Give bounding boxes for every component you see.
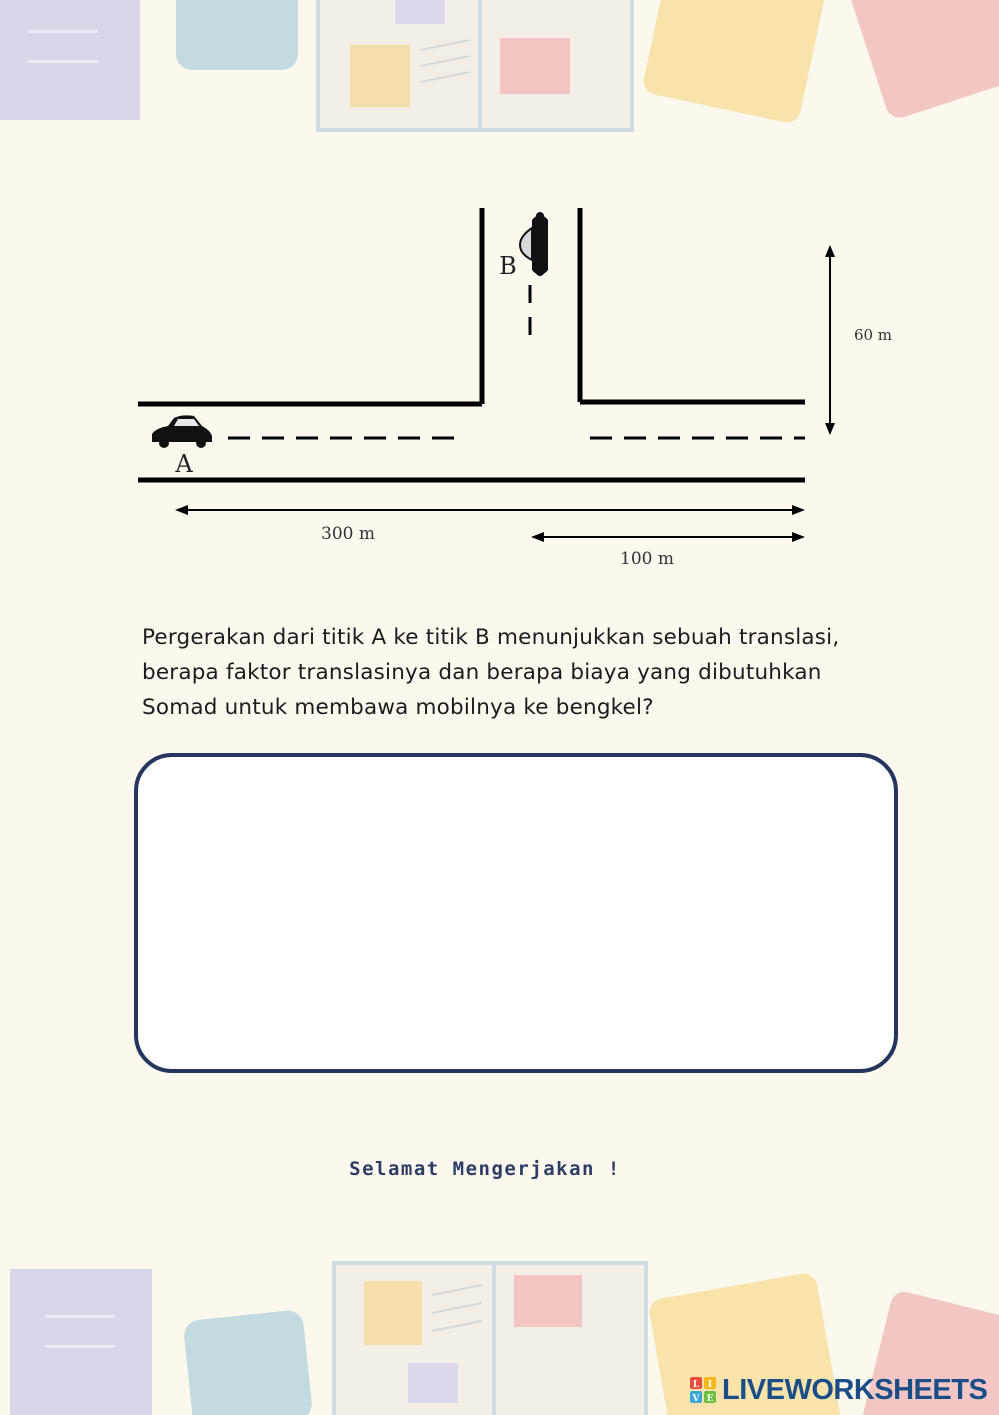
decorative-books-top [0,0,999,140]
svg-text:L: L [692,1380,700,1390]
dimension-60m-arrow [825,245,835,435]
dimension-300m-arrow [175,505,805,515]
dimension-100m-arrow [531,532,805,542]
question-text: Pergerakan dari titik A ke titik B menunjukkan sebuah translasi, berapa faktor translasinya dan berapa biaya yang dibutuhkan Somad untuk membawa mobilnya ke bengkel? [142,625,840,720]
liveworksheets-brand [690,1372,987,1408]
closing-message: Selamat Mengerjakan ! [349,1158,621,1180]
book-blue-shape-bottom [183,1309,314,1415]
car-a-icon [152,415,212,448]
point-b-label: B [499,252,517,280]
answer-input-box[interactable] [134,753,898,1073]
liveworksheets-brand-name: LIVEWORKSHEETS [722,1373,988,1406]
car-b-icon [520,212,548,276]
book-blue-shape [176,0,298,70]
svg-text:V: V [692,1394,700,1403]
distance-60m-label: 60 m [853,326,893,344]
liveworksheets-logo-icon [690,1377,716,1403]
svg-text:I: I [707,1380,713,1390]
road-diagram [0,190,999,590]
distance-100m-label: 100 m [620,549,674,569]
book-purple-shape-bottom [10,1269,152,1415]
point-a-label: A [175,450,193,478]
book-red-shape [847,0,999,121]
book-yellow-shape [641,0,829,125]
distance-300m-label: 300 m [321,524,375,544]
svg-text:E: E [706,1394,714,1403]
